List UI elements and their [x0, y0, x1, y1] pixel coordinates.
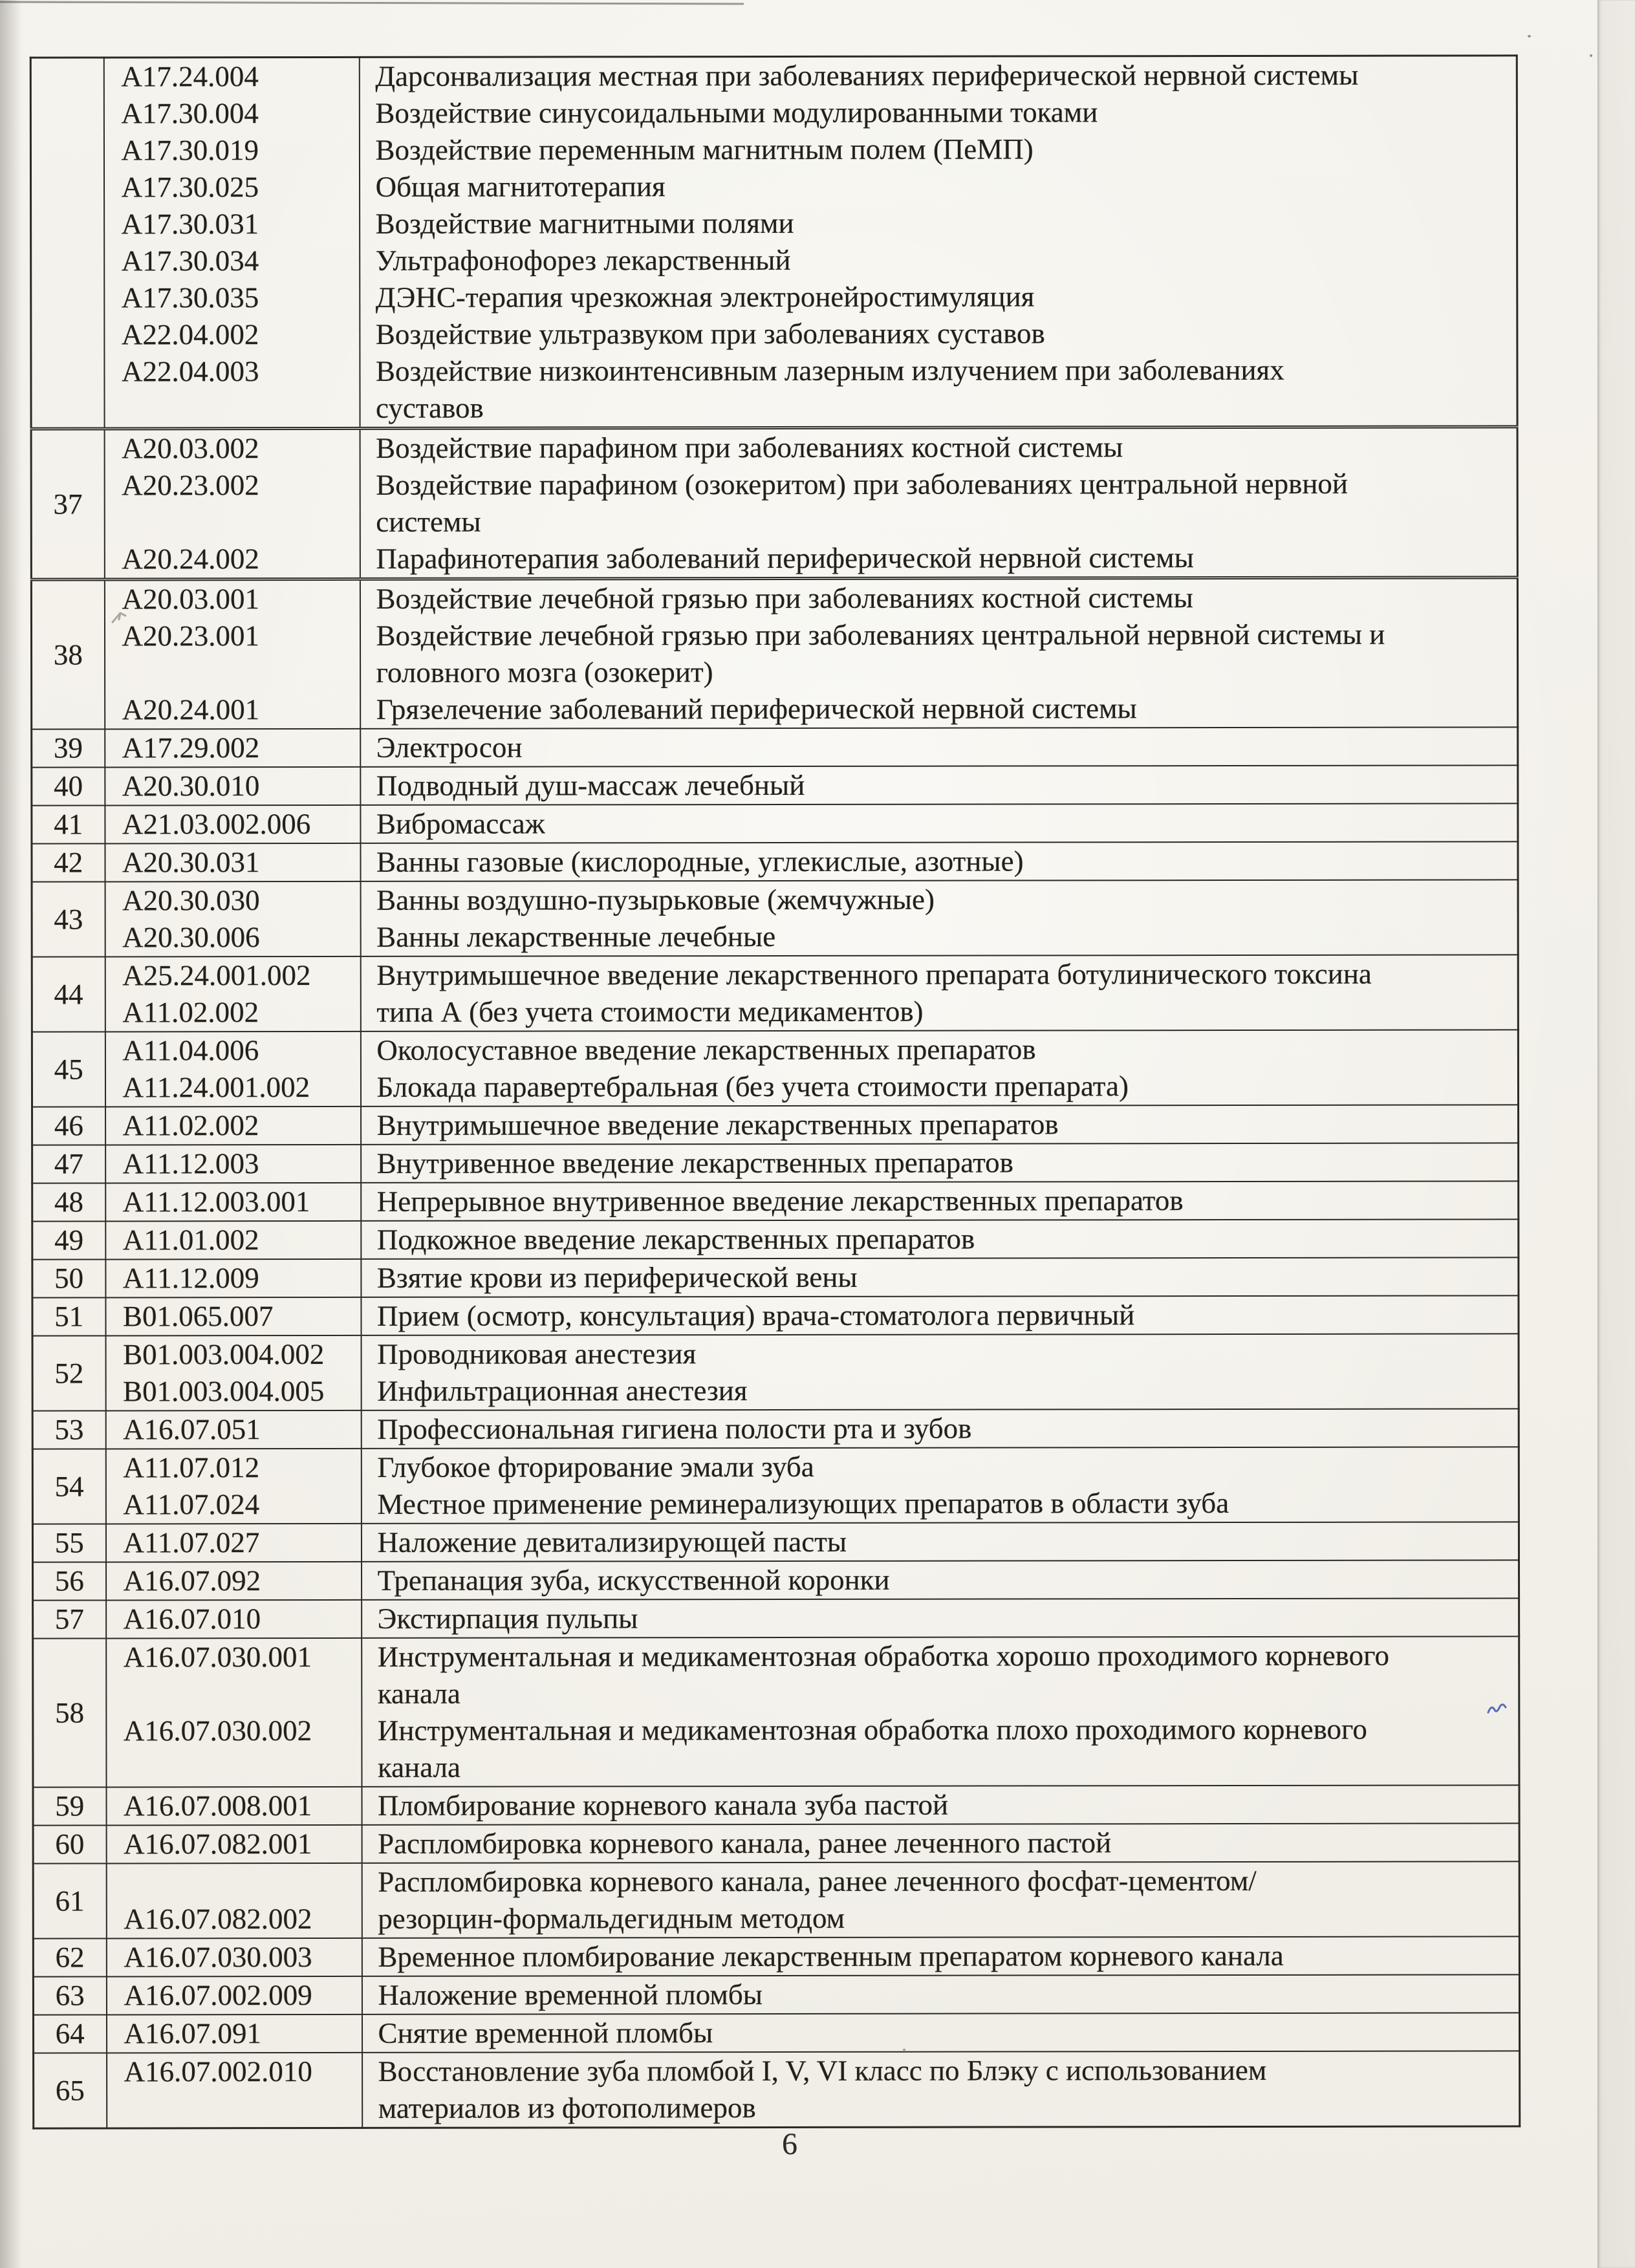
page-number: 6: [782, 2127, 797, 2161]
table-row: [30, 56, 1517, 429]
table-row: [32, 955, 1518, 1031]
description-line: Ванны воздушно-пузырьковые (жемчужные): [376, 883, 935, 916]
table-row: [32, 880, 1518, 956]
description-cell: [361, 1409, 1519, 1448]
table-row: [33, 1636, 1519, 1787]
service-code: A11.07.024: [123, 1488, 260, 1521]
description-line: Временное пломбирование лекарственным препаратом корневого канала: [378, 1939, 1284, 1973]
service-code: A20.30.031: [122, 846, 260, 879]
description-line: Воздействие лечебной грязью при заболеваниях центральной нервной системы и: [376, 618, 1385, 652]
description-line: канала: [377, 1751, 461, 1784]
service-code: A16.07.082.002: [124, 1903, 312, 1936]
row-number: 45: [54, 1052, 83, 1086]
service-code: B01.003.004.005: [123, 1374, 325, 1408]
description-line: суставов: [375, 391, 484, 424]
scan-edge-top-artifact: [0, 1, 744, 5]
service-code: A16.07.002.009: [124, 1979, 312, 2012]
codes-cell: [106, 1787, 362, 1826]
row-number: 60: [55, 1828, 85, 1861]
row-number: 53: [54, 1413, 84, 1446]
service-code: A17.30.035: [121, 281, 259, 314]
description-line: Экстирпация пульпы: [377, 1602, 638, 1635]
service-code: A16.07.008.001: [124, 1789, 312, 1822]
row-number: 37: [53, 487, 83, 521]
description-cell: [362, 1598, 1519, 1637]
description-cell: [362, 1560, 1519, 1599]
service-code: A20.24.002: [122, 543, 259, 576]
service-code: B01.065.007: [122, 1300, 274, 1333]
description-line: Местное применение реминерализующих препаратов в области зуба: [377, 1487, 1229, 1520]
table-row: [31, 578, 1517, 729]
description-line: Ультрафонофорез лекарственный: [375, 243, 791, 277]
table-row: [33, 1974, 1519, 2014]
description-line: головного мозга (озокерит): [376, 656, 713, 689]
description-line: Инструментальная и медикаментозная обработка плохо проходимого корневого: [377, 1712, 1367, 1747]
codes-cell: [105, 1335, 361, 1411]
description-line: Наложение временной пломбы: [378, 1978, 763, 2011]
row-number-cell: [32, 843, 105, 881]
service-code: [107, 1749, 361, 1787]
row-number-cell: [30, 58, 104, 429]
description-line: Парафинотерапия заболеваний периферической нервной системы: [376, 541, 1194, 575]
table-row: [32, 1257, 1519, 1297]
service-code: [107, 1676, 361, 1713]
description-cell: [360, 427, 1517, 579]
service-code: A17.30.025: [121, 171, 259, 204]
description-cell: [362, 1823, 1519, 1863]
row-number-cell: [34, 2053, 107, 2128]
table-row: [33, 1861, 1519, 1938]
row-number: 43: [54, 902, 83, 936]
row-number-cell: [32, 1031, 105, 1107]
codes-cell: [105, 1031, 360, 1107]
codes-cell: [106, 1976, 362, 2015]
table-row: [33, 1785, 1519, 1825]
service-code: A20.23.002: [122, 469, 259, 502]
description-cell: [360, 955, 1518, 1031]
description-cell: [362, 2051, 1520, 2128]
description-cell: [361, 1219, 1519, 1258]
description-line: Распломбировка корневого канала, ранее леченного фосфат-цементом/: [378, 1864, 1257, 1898]
row-number: 52: [54, 1356, 84, 1390]
service-code: A21.03.002.006: [122, 808, 311, 841]
row-number: 54: [54, 1469, 84, 1503]
description-cell: [361, 1447, 1519, 1523]
description-line: Инфильтрационная анестезия: [377, 1374, 748, 1407]
row-number-cell: [32, 1145, 105, 1183]
description-line: Прием (осмотр, консультация) врача-стоматолога первичный: [376, 1299, 1135, 1332]
description-line: Воздействие низкоинтенсивным лазерным излучением при заболеваниях: [375, 353, 1284, 387]
codes-cell: [105, 1449, 361, 1524]
row-number-cell: [31, 429, 104, 579]
service-code: A20.30.030: [122, 884, 260, 917]
codes-cell: [105, 1107, 361, 1145]
scan-edge-right: [1597, 0, 1635, 2268]
description-line: Воздействие переменным магнитным полем (ПеМП): [375, 133, 1034, 166]
service-code: [105, 390, 359, 427]
codes-cell: [106, 1638, 362, 1787]
service-code: A11.02.002: [122, 1109, 259, 1142]
pencil-mark: [110, 609, 129, 627]
row-number-cell: [32, 1221, 105, 1259]
row-number-cell: [33, 1825, 106, 1863]
codes-cell: [105, 843, 360, 882]
codes-cell: [105, 805, 360, 844]
description-cell: [362, 1936, 1519, 1976]
table-row: [32, 1105, 1519, 1145]
codes-cell: [105, 1524, 361, 1562]
codes-cell: [103, 57, 360, 429]
table-row: [33, 1598, 1519, 1638]
description-cell: [360, 841, 1518, 881]
row-number: 49: [54, 1224, 84, 1257]
service-code: [105, 654, 360, 692]
codes-cell: [106, 2014, 362, 2053]
description-line: Общая магнитотерапия: [375, 170, 666, 203]
description-line: Воздействие синусоидальными модулированными токами: [375, 96, 1098, 129]
description-line: Воздействие магнитными полями: [375, 206, 794, 240]
table-row: [32, 1334, 1519, 1410]
description-line: Внутримышечное введение лекарственного препарата ботулинического токсина: [376, 957, 1372, 991]
table-row: [32, 765, 1518, 805]
codes-cell: [105, 1183, 361, 1222]
codes-cell: [106, 1600, 362, 1639]
service-code: A22.04.003: [121, 355, 259, 388]
description-cell: [361, 1522, 1519, 1561]
row-number-cell: [32, 1335, 105, 1410]
service-code: [107, 1864, 361, 1901]
description-cell: [362, 1785, 1519, 1824]
codes-cell: [105, 1221, 361, 1260]
services-table-body: [30, 56, 1519, 2128]
scan-shadow-left: [0, 0, 22, 2268]
description-line: Подкожное введение лекарственных препаратов: [376, 1222, 975, 1256]
service-code: A17.24.004: [121, 60, 259, 93]
row-number-cell: [33, 1976, 106, 2014]
codes-cell: [105, 1297, 361, 1336]
row-number-cell: [32, 1297, 105, 1335]
description-line: Грязелечение заболеваний периферической нервной системы: [376, 692, 1137, 726]
codes-cell: [106, 1863, 362, 1939]
table-row: [32, 727, 1518, 767]
row-number: 50: [54, 1262, 84, 1295]
codes-cell: [105, 1145, 361, 1183]
table-row: [33, 2013, 1519, 2053]
service-code: A17.29.002: [122, 731, 260, 764]
service-code: A11.24.001.002: [122, 1071, 310, 1104]
description-cell: [361, 1334, 1519, 1410]
description-cell: [361, 1257, 1519, 1297]
table-row: [33, 1823, 1519, 1863]
description-line: Подводный душ-массаж лечебный: [376, 768, 805, 802]
scan-speck: [1528, 35, 1531, 38]
service-code: A16.07.051: [123, 1413, 261, 1446]
description-cell: [361, 1295, 1519, 1335]
row-number: 41: [54, 808, 83, 841]
description-line: Ванны газовые (кислородные, углекислые, азотные): [376, 845, 1024, 878]
codes-cell: [105, 1410, 361, 1449]
row-number: 42: [54, 846, 83, 879]
row-number: 57: [54, 1603, 84, 1636]
row-number-cell: [33, 1863, 106, 1938]
table-row: [34, 2051, 1520, 2128]
description-line: Внутримышечное введение лекарственных препаратов: [376, 1108, 1059, 1141]
row-number: 39: [53, 731, 83, 764]
description-line: Восстановление зуба пломбой I, V, VI класс по Блэку с использованием: [378, 2053, 1267, 2088]
table-row: [32, 1522, 1519, 1562]
codes-cell: [106, 1938, 362, 1977]
table-row: [32, 803, 1518, 843]
service-code: A11.07.027: [123, 1526, 260, 1559]
service-code: A16.07.092: [123, 1564, 261, 1597]
service-code: A20.03.001: [122, 583, 259, 616]
row-number: 56: [54, 1564, 84, 1597]
service-code: A11.04.006: [122, 1034, 259, 1067]
service-code: A17.30.034: [121, 244, 259, 277]
row-number-cell: [31, 579, 104, 729]
service-code: A11.12.003.001: [122, 1185, 310, 1218]
row-number-cell: [32, 881, 105, 956]
description-line: системы: [376, 505, 481, 538]
service-code: B01.003.004.002: [123, 1337, 325, 1371]
description-line: Пломбирование корневого канала зуба пастой: [378, 1788, 949, 1822]
description-cell: [361, 1181, 1519, 1220]
description-line: Воздействие лечебной грязью при заболеваниях костной системы: [376, 581, 1193, 615]
table-row: [32, 1181, 1519, 1221]
description-line: Дарсонвализация местная при заболеваниях периферической нервной системы: [375, 58, 1359, 92]
row-number: 40: [54, 770, 83, 803]
service-code: A22.04.002: [121, 318, 259, 351]
description-line: Распломбировка корневого канала, ранее леченного пастой: [378, 1826, 1112, 1860]
service-code: A16.07.030.002: [123, 1714, 312, 1747]
service-code: A16.07.091: [124, 2017, 262, 2050]
description-cell: [361, 1105, 1519, 1144]
row-number: 61: [55, 1884, 85, 1917]
codes-cell: [106, 1562, 362, 1601]
table-row: [32, 1295, 1519, 1335]
description-line: Околосуставное введение лекарственных препаратов: [376, 1033, 1036, 1066]
service-code: A20.24.001: [122, 693, 260, 726]
table-row: [32, 841, 1518, 881]
description-cell: [361, 1143, 1519, 1182]
service-code: A16.07.030.001: [123, 1641, 312, 1674]
codes-cell: [106, 1825, 362, 1864]
service-code: A20.30.010: [122, 770, 260, 803]
description-line: типа А (без учета стоимости медикаментов): [376, 995, 924, 1028]
service-code: A16.07.002.010: [124, 2055, 312, 2088]
description-cell: [360, 880, 1518, 956]
row-number: 65: [55, 2073, 85, 2107]
description-cell: [360, 803, 1518, 843]
row-number-cell: [32, 805, 105, 843]
service-code: A16.07.030.003: [124, 1941, 312, 1974]
row-number-cell: [32, 1259, 105, 1297]
row-number-cell: [33, 1938, 106, 1976]
description-line: ДЭНС-терапия чрезкожная электронейростимуляция: [375, 280, 1035, 314]
description-line: Воздействие парафином при заболеваниях костной системы: [376, 431, 1123, 464]
row-number-cell: [32, 956, 105, 1031]
table-row: [31, 427, 1517, 579]
row-number-cell: [32, 1410, 105, 1449]
service-code: [107, 2090, 362, 2128]
service-code: A20.30.006: [122, 921, 260, 954]
row-number: 64: [55, 2017, 85, 2050]
row-number: 62: [55, 1941, 85, 1974]
codes-cell: [105, 956, 360, 1032]
description-line: Трепанация зуба, искусственной коронки: [377, 1563, 890, 1597]
description-line: Непрерывное внутривенное введение лекарственных препаратов: [376, 1184, 1184, 1218]
table-row: [32, 1143, 1519, 1183]
row-number-cell: [33, 1562, 106, 1600]
table-row: [32, 1409, 1519, 1449]
row-number: 48: [54, 1185, 84, 1218]
description-line: Проводниковая анестезия: [377, 1337, 697, 1370]
description-line: Внутривенное введение лекарственных препаратов: [376, 1146, 1013, 1180]
table-row: [32, 1447, 1519, 1524]
service-code: A11.07.012: [123, 1451, 260, 1484]
description-cell: [360, 578, 1517, 729]
description-line: Воздействие парафином (озокеритом) при заболеваниях центральной нервной: [376, 467, 1348, 501]
description-line: Наложение девитализирующей пасты: [377, 1525, 847, 1559]
description-line: Снятие временной пломбы: [378, 2016, 713, 2049]
codes-cell: [105, 881, 360, 957]
service-code: A20.23.001: [122, 620, 260, 653]
service-code: A11.02.002: [122, 996, 259, 1029]
description-cell: [360, 727, 1518, 766]
codes-cell: [105, 767, 360, 806]
row-number-cell: [32, 1107, 105, 1145]
service-code: A11.12.003: [122, 1147, 259, 1180]
description-cell: [362, 1974, 1519, 2014]
description-line: канала: [377, 1677, 460, 1710]
description-line: Инструментальная и медикаментозная обработка хорошо проходимого корневого: [377, 1639, 1389, 1673]
scan-speck: [1590, 54, 1592, 57]
codes-cell: [104, 579, 360, 729]
description-line: Блокада паравертебральная (без учета стоимости препарата): [376, 1070, 1129, 1103]
row-number-cell: [32, 1183, 105, 1221]
row-number: 46: [54, 1109, 83, 1142]
service-code: A16.07.082.001: [124, 1828, 312, 1861]
description-line: Электросон: [376, 731, 523, 764]
row-number: 51: [54, 1300, 84, 1333]
table-row: [33, 1936, 1519, 1976]
row-number-cell: [33, 1600, 106, 1638]
service-code: A17.30.019: [121, 134, 259, 167]
row-number: [64, 228, 71, 257]
service-code: A25.24.001.002: [122, 959, 311, 992]
description-line: Взятие крови из периферической вены: [376, 1260, 858, 1294]
description-line: материалов из фотополимеров: [378, 2091, 756, 2124]
row-number-cell: [33, 1638, 106, 1787]
row-number: 55: [54, 1526, 84, 1559]
service-code: A17.30.004: [121, 97, 259, 130]
description-line: Ванны лекарственные лечебные: [376, 920, 776, 953]
description-cell: [362, 1861, 1519, 1938]
row-number-cell: [33, 2014, 106, 2053]
row-number: 58: [55, 1696, 85, 1729]
description-line: Глубокое фторирование эмали зуба: [377, 1450, 814, 1484]
service-code: A20.03.002: [122, 432, 259, 465]
description-line: Воздействие ультразвуком при заболеваниях суставов: [375, 317, 1045, 351]
description-line: Вибромассаж: [376, 807, 545, 840]
row-number: 63: [55, 1979, 85, 2012]
service-code: A17.30.031: [121, 208, 259, 241]
service-code: A16.07.010: [123, 1603, 261, 1636]
row-number-cell: [32, 1524, 105, 1562]
row-number-cell: [32, 767, 105, 805]
service-code: A11.12.009: [122, 1262, 259, 1295]
service-code: A11.01.002: [122, 1224, 259, 1257]
services-table: [30, 54, 1521, 2129]
codes-cell: [107, 2053, 362, 2128]
codes-cell: [104, 428, 360, 579]
description-line: резорцин-формальдегидным методом: [378, 1901, 845, 1935]
row-number: 38: [53, 638, 83, 671]
service-code: [105, 504, 359, 541]
codes-cell: [105, 729, 360, 768]
row-number-cell: [32, 729, 105, 767]
row-number-cell: [32, 1449, 105, 1524]
table-row: [32, 1219, 1519, 1259]
description-cell: [362, 1636, 1519, 1786]
row-number: 47: [54, 1147, 83, 1180]
ink-mark: [1486, 1702, 1508, 1719]
row-number: 59: [55, 1789, 85, 1822]
table-row: [33, 1560, 1519, 1600]
description-cell: [362, 2013, 1519, 2052]
description-cell: [360, 1030, 1518, 1106]
description-line: Профессиональная гигиена полости рта и зубов: [377, 1412, 972, 1445]
table-row: [32, 1030, 1518, 1107]
row-number: 44: [54, 977, 83, 1011]
codes-cell: [105, 1259, 361, 1298]
description-cell: [359, 56, 1517, 428]
description-cell: [360, 765, 1518, 805]
row-number-cell: [33, 1787, 106, 1825]
